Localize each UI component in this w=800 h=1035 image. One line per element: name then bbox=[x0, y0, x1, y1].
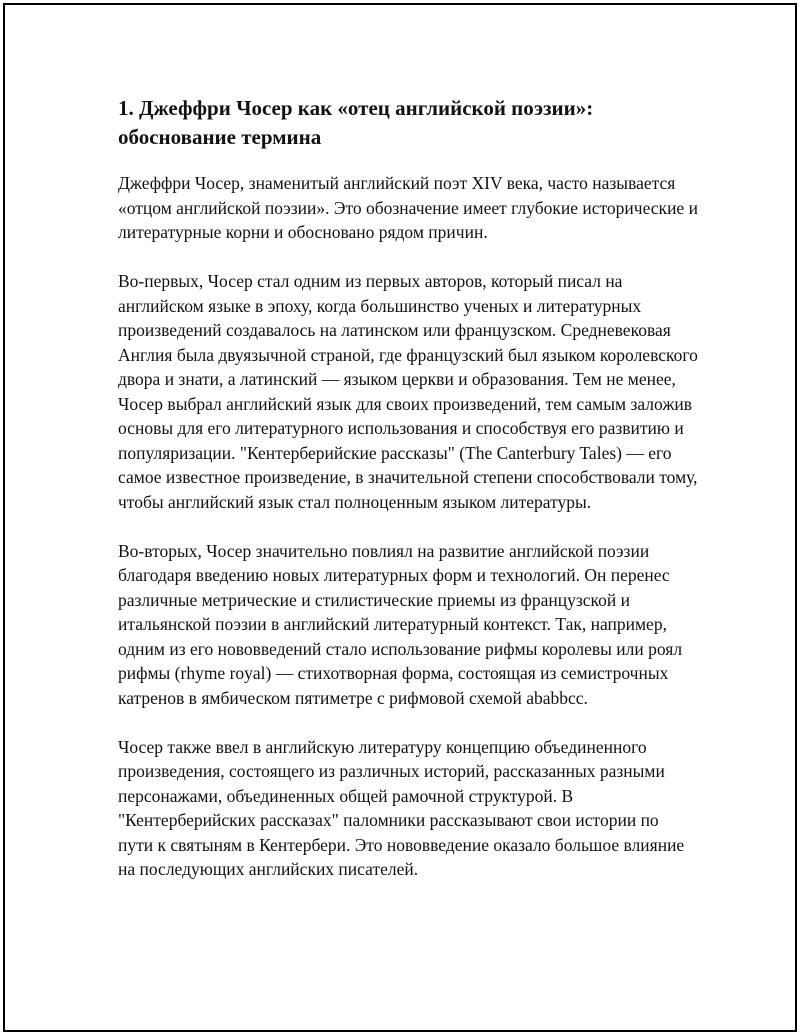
paragraph-frame-narrative: Чосер также ввел в английскую литературу концепцию объединенного произведения, состоящего из различных историй, рассказанных разными персонажами, объединенных общей рамочной структурой. В "Кентерберийских рассказах" паломники рассказывают свои истории по пути к святыням в Кентербери. Это нововведение оказало большое влияние на последующих английских писателей. bbox=[118, 736, 685, 879]
paragraph-first-reason: Во-первых, Чосер стал одним из первых авторов, который писал на английском языке в эпоху, когда большинство ученых и литературных произведений создавалось на латинском или французском. Средневековая Англия была двуязычной страной, где французский был языком королевского двора и знати, а латинский — языком церкви и образования. Тем не менее, Чосер выбрал английский язык для своих произведений, тем самым заложив основы для его литературного использования и способствуя его развитию и популяризации. "Кентерберийские рассказы" (The Canterbury Tales) — его самое известное произведение, в значительной степени способствовали тому, чтобы английский язык стал полноценным языком литературы. bbox=[118, 271, 698, 512]
paragraph-intro: Джеффри Чосер, знаменитый английский поэт XIV века, часто называется «отцом английской поэзии». Это обозначение имеет глубокие исторические и литературные корни и обосновано рядом причин. bbox=[118, 173, 698, 242]
document-content bbox=[118, 94, 698, 882]
section-heading: 1. Джеффри Чосер как «отец английской поэзии»: обоснование термина bbox=[118, 96, 594, 149]
paragraph-second-reason: Во-вторых, Чосер значительно повлиял на развитие английской поэзии благодаря введению новых литературных форм и технологий. Он перенес различные метрические и стилистические приемы из французской и итальянской поэзии в английский литературный контекст. Так, например, одним из его нововведений стало использование рифмы королевы или роял рифмы (rhyme royal) — стихотворная форма, состоящая из семистрочных катренов в ямбическом пятиметре с рифмовой схемой ababbcc. bbox=[118, 540, 683, 708]
